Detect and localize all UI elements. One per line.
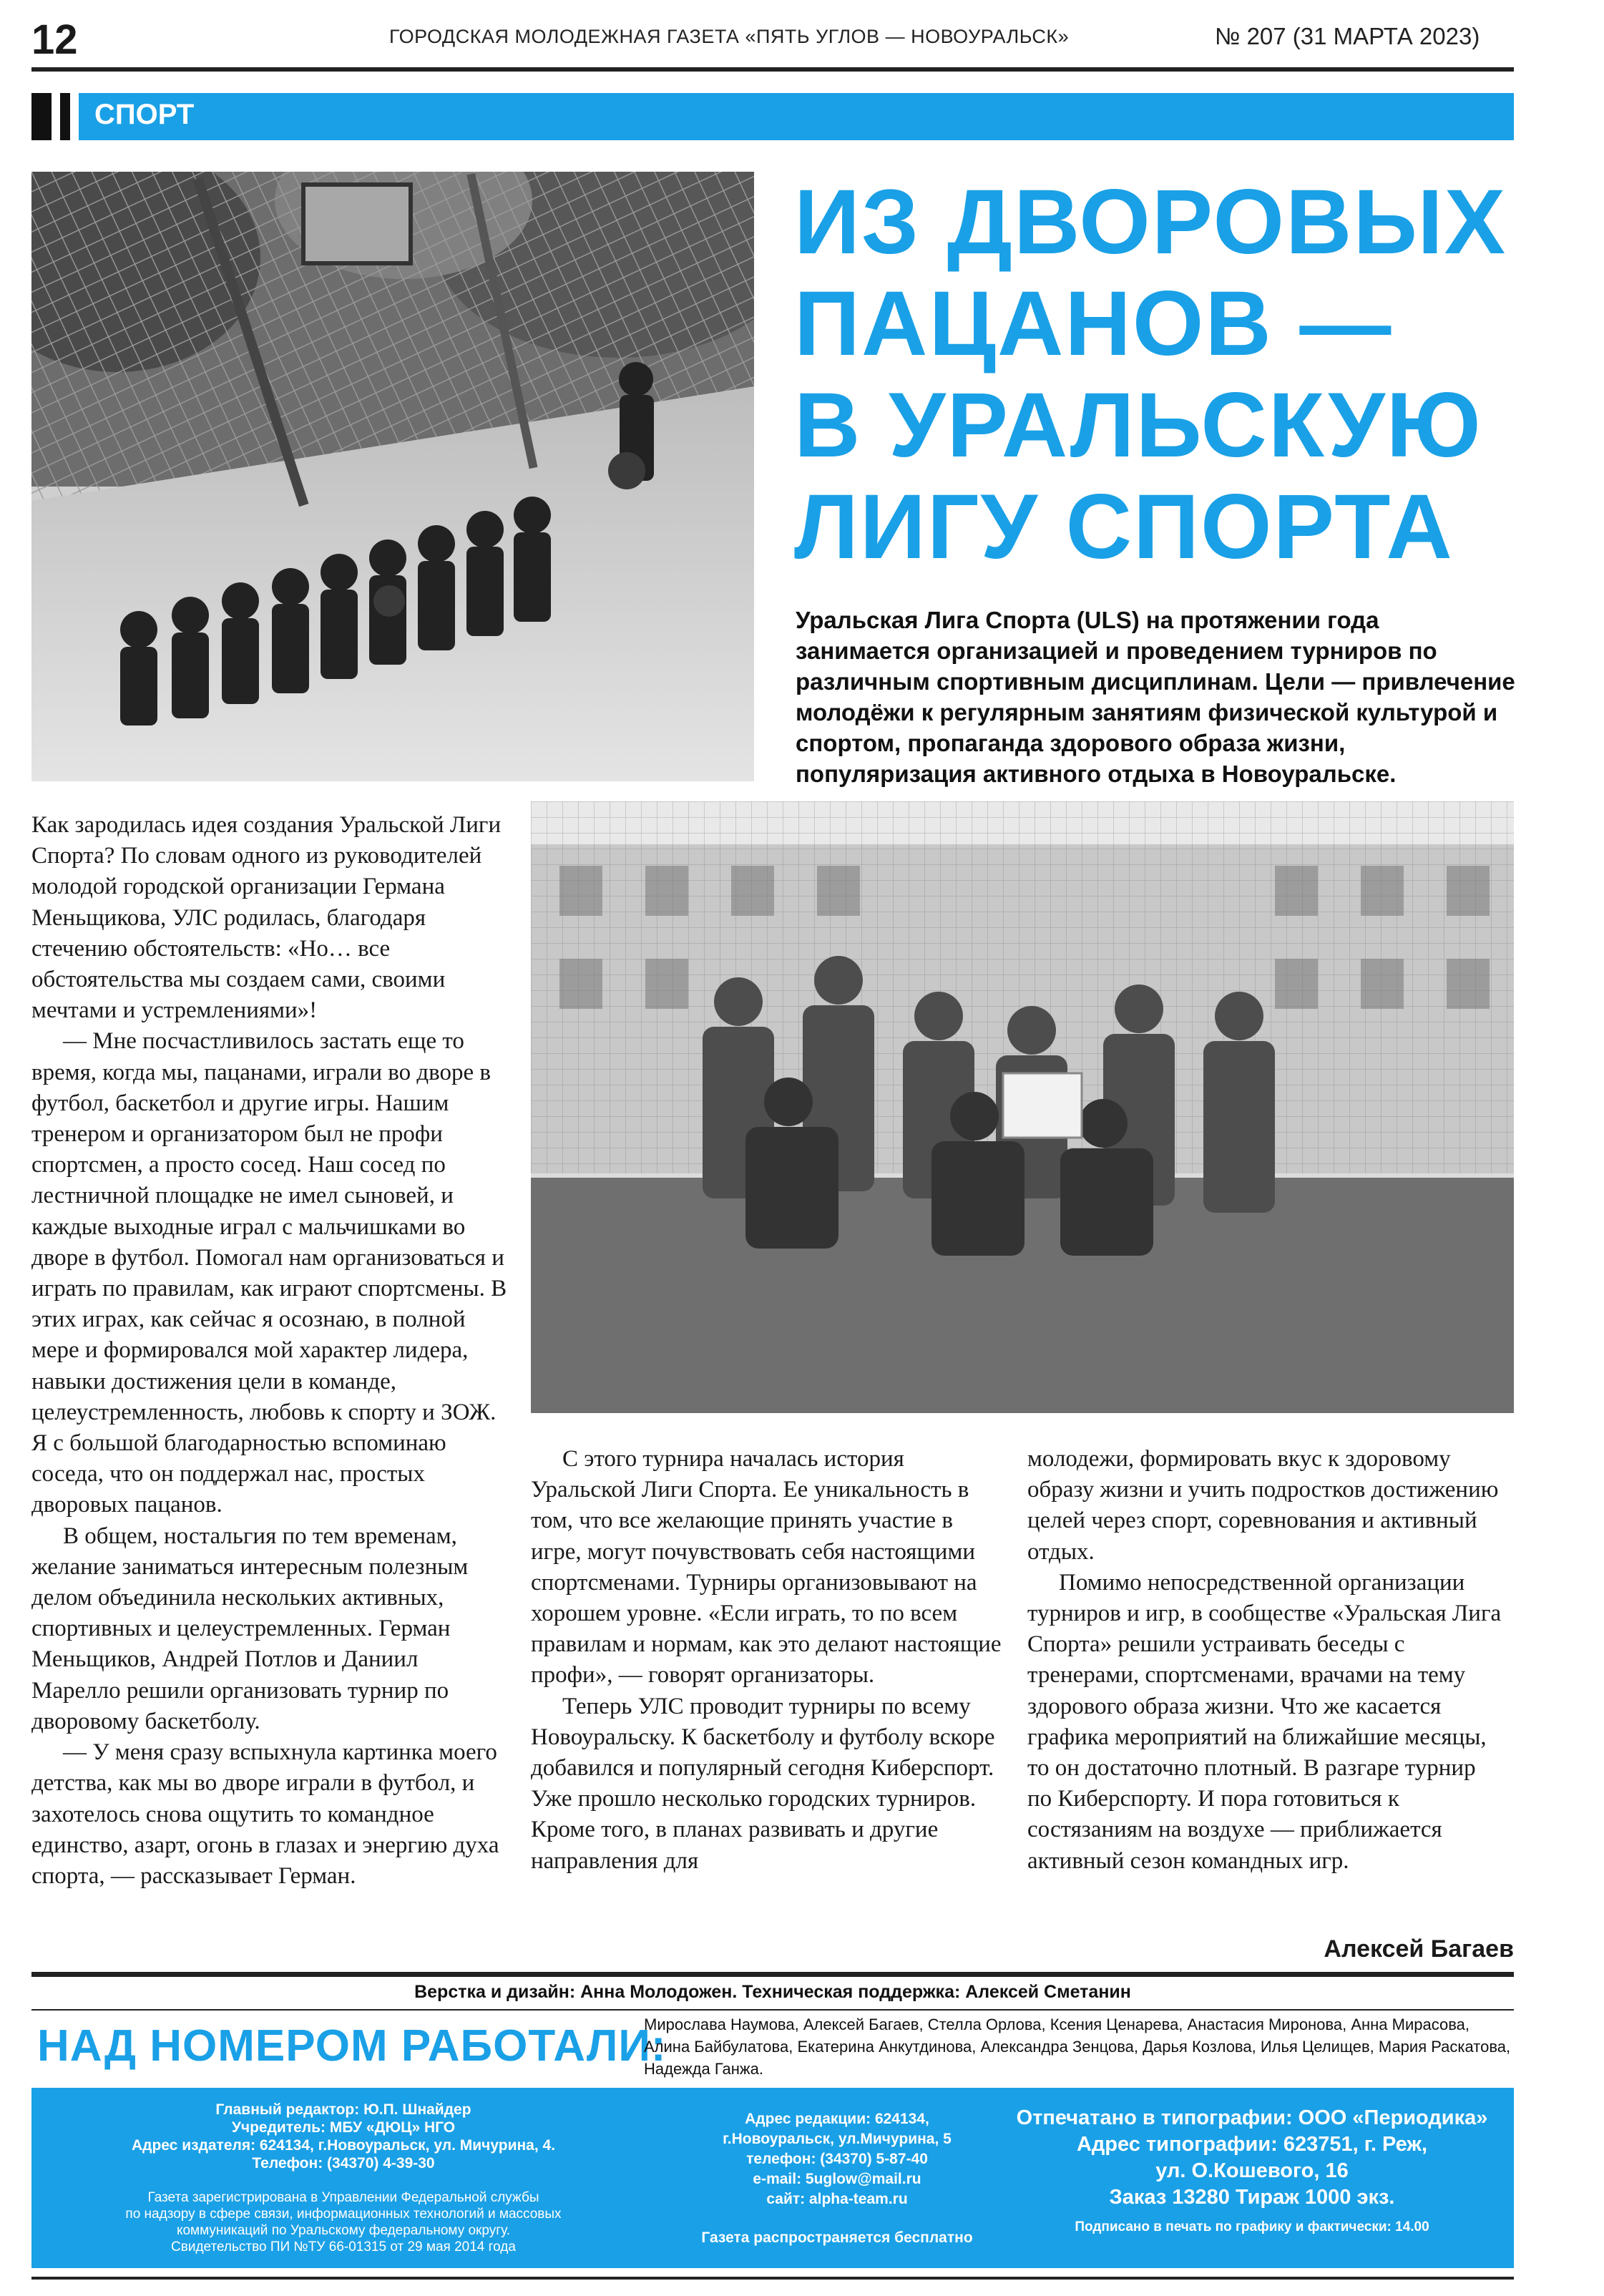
- imprint-line: г.Новоуральск, ул.Мичурина, 5: [723, 2131, 952, 2147]
- distribution-note: Газета распространяется бесплатно: [701, 2229, 973, 2246]
- photo-football-team: [531, 801, 1514, 1413]
- photo-basketball-court-group: [31, 172, 754, 781]
- paragraph: Теперь УЛС проводит турниры по всему Новоуральску. К баскетболу и футболу вскоре добавился и популярный сегодня Киберспорт. Уже прошло несколько городских турниров. Кроме того, в планах развивать и другие направления для: [531, 1693, 995, 1874]
- imprint-line: телефон: (34370) 5-87-40: [746, 2151, 928, 2167]
- paragraph: — У меня сразу вспыхнула картинка моего детства, как мы во дворе играли в футбол, и захотелось снова ощутить то командное единство, азарт, огонь в глазах и энергию духа спорта, — рассказывает Герман.: [31, 1739, 499, 1889]
- imprint-line: Адрес редакции: 624134,: [745, 2111, 929, 2127]
- team-names: Мирослава Наумова, Алексей Багаев, Стелла Орлова, Ксения Ценарева, Анастасия Миронова, Анна Мирасова, Алина Байбулатова, Екатерина Анкутдинова, Александра Зенцова, Дарья Козлова, Илья Целищев, Мария Раскатова, Надежда Ганжа.: [644, 2016, 1511, 2078]
- headline-line: ИЗ ДВОРОВЫХ: [794, 171, 1507, 273]
- imprint-line: по надзору в сфере связи, информационных технологий и массовых: [125, 2207, 562, 2222]
- headline: [794, 172, 1517, 578]
- section-marker: [31, 93, 52, 140]
- imprint-address: [680, 2109, 994, 2209]
- paragraph: — Мне посчастливилось застать еще то время, когда мы, пацанами, играли во дворе в футбол, баскетбол и другие игры. Нашим тренером и организатором был не профи спортсмен, а просто сосед. Наш сосед по лестничной площадке не имел сыновей, и каждые выходные играл с мальчишками во дворе в футбол. Помогал нам организоваться и играть по правилам, как играют спортсмены. В этих играх, как сейчас я осознаю, в полной мере и формировался мой характер лидера, навыки достижения цели в команде, целеустремленность, любовь к спорту и ЗОЖ. Я с большой благодарностью вспоминаю соседа, что он поддержал нас, простых дворовых пацанов.: [31, 1028, 507, 1518]
- article-column-2: [531, 1444, 1003, 1877]
- layout-credits: Верстка и дизайн: Анна Молодожен. Техническая поддержка: Алексей Сметанин: [414, 1982, 1131, 2002]
- imprint-line: Заказ 13280 Тираж 1000 экз.: [1109, 2186, 1395, 2209]
- running-title: ГОРОДСКАЯ МОЛОДЕЖНАЯ ГАЗЕТА «ПЯТЬ УГЛОВ — НОВОУРАЛЬСК»: [389, 26, 1070, 47]
- imprint-line: коммуникаций по Уральскому федеральному округу.: [176, 2223, 511, 2238]
- imprint-printing: [1009, 2105, 1495, 2211]
- paragraph: молодежи, формировать вкус к здоровому образу жизни и учить подростков достижению целей через спорт, соревнования и активный отдых.: [1027, 1446, 1499, 1565]
- imprint-line: Свидетельство ПИ №ТУ 66-01315 от 29 мая 2014 года: [171, 2239, 516, 2255]
- imprint-line: Учредитель: МБУ «ДЮЦ» НГО: [231, 2119, 456, 2136]
- imprint-line: Газета зарегистрирована в Управлении Федеральной службы: [147, 2190, 539, 2205]
- signed-note: Подписано в печать по графику и фактически: 14.00: [1075, 2219, 1429, 2234]
- imprint-line: Адрес типографии: 623751, г. Реж,: [1076, 2133, 1428, 2156]
- credits-rule-thin: [31, 2009, 1514, 2011]
- imprint-line: ул. О.Кошевого, 16: [1155, 2159, 1349, 2182]
- imprint-line: Адрес издателя: 624134, г.Новоуральск, ул. Мичурина, 4.: [131, 2137, 556, 2154]
- header-rule: [31, 67, 1514, 72]
- section-marker-thin: [60, 93, 70, 140]
- imprint-line: Главный редактор: Ю.П. Шнайдер: [215, 2101, 471, 2118]
- paragraph: Как зародилась идея создания Уральской Лиги Спорта? По словам одного из руководителей молодой городской организации Германа Меньщикова, УЛС родилась, благодаря стечению обстоятельств: «Но… все обстоятельства мы создаем сами, своими мечтами и устремлениями»!: [31, 812, 502, 1024]
- footer-rule: [31, 2277, 1514, 2280]
- paragraph: В общем, ностальгия по тем временам, желание заниматься интересным полезным делом объединила нескольких активных, спортивных и целеустремленных. Герман Меньщиков, Андрей Потлов и Даниил Марелло решили организовать турнир по дворовому баскетболу.: [31, 1523, 469, 1734]
- issue-number: № 207 (31 МАРТА 2023): [1215, 23, 1480, 49]
- section-bar: [79, 93, 1514, 140]
- article-column-1: [31, 810, 508, 1892]
- headline-line: В УРАЛЬСКУЮ: [794, 374, 1482, 477]
- imprint-line: e-mail: 5uglow@mail.ru: [753, 2171, 921, 2187]
- page-number: 12: [31, 16, 78, 63]
- lead-paragraph: Уральская Лига Спорта (ULS) на протяжении года занимается организацией и проведением турниров по различным спортивным дисциплинам. Цели — привлечение молодёжи к регулярным занятиям физической культурой и спортом, пропаганда здорового образа жизни, популяризация активного отдыха в Новоуральске.: [796, 607, 1515, 787]
- paragraph: С этого турнира началась история Уральской Лиги Спорта. Ее уникальность в том, что все желающие принять участие в игре, могут почувствовать себя настоящими спортсменами. Турниры организовывают на хорошем уровне. «Если играть, то по всем правилам и нормам, как это делают настоящие профи», — говорят организаторы.: [531, 1446, 1002, 1689]
- paragraph: Помимо непосредственной организации турниров и игр, в сообществе «Уральская Лига Спорта» решили устраивать беседы с тренерами, спортсменами, врачами на тему здорового образа жизни. Что же касается графика мероприятий на ближайшие месяцы, то он достаточно плотный. В разгаре турнир по Киберспорту. И пора готовиться к состязаниям на воздухе — приближается активный сезон командных игр.: [1027, 1569, 1502, 1874]
- headline-line: ЛИГУ СПОРТА: [794, 476, 1454, 578]
- imprint-registration: [100, 2189, 587, 2255]
- article-column-3: [1027, 1444, 1505, 1877]
- team-heading: НАД НОМЕРОМ РАБОТАЛИ:: [37, 2021, 667, 2071]
- imprint-line: сайт: alpha-team.ru: [766, 2191, 908, 2207]
- imprint-line: Телефон: (34370) 4-39-30: [252, 2155, 435, 2172]
- imprint-line: Отпечатано в типографии: ООО «Периодика»: [1016, 2106, 1488, 2129]
- author-byline: Алексей Багаев: [1324, 1935, 1514, 1963]
- headline-line: ПАЦАНОВ —: [794, 273, 1393, 375]
- credits-rule: [31, 1972, 1514, 1977]
- imprint-editorial: [100, 2101, 587, 2172]
- section-label: СПОРТ: [94, 99, 195, 130]
